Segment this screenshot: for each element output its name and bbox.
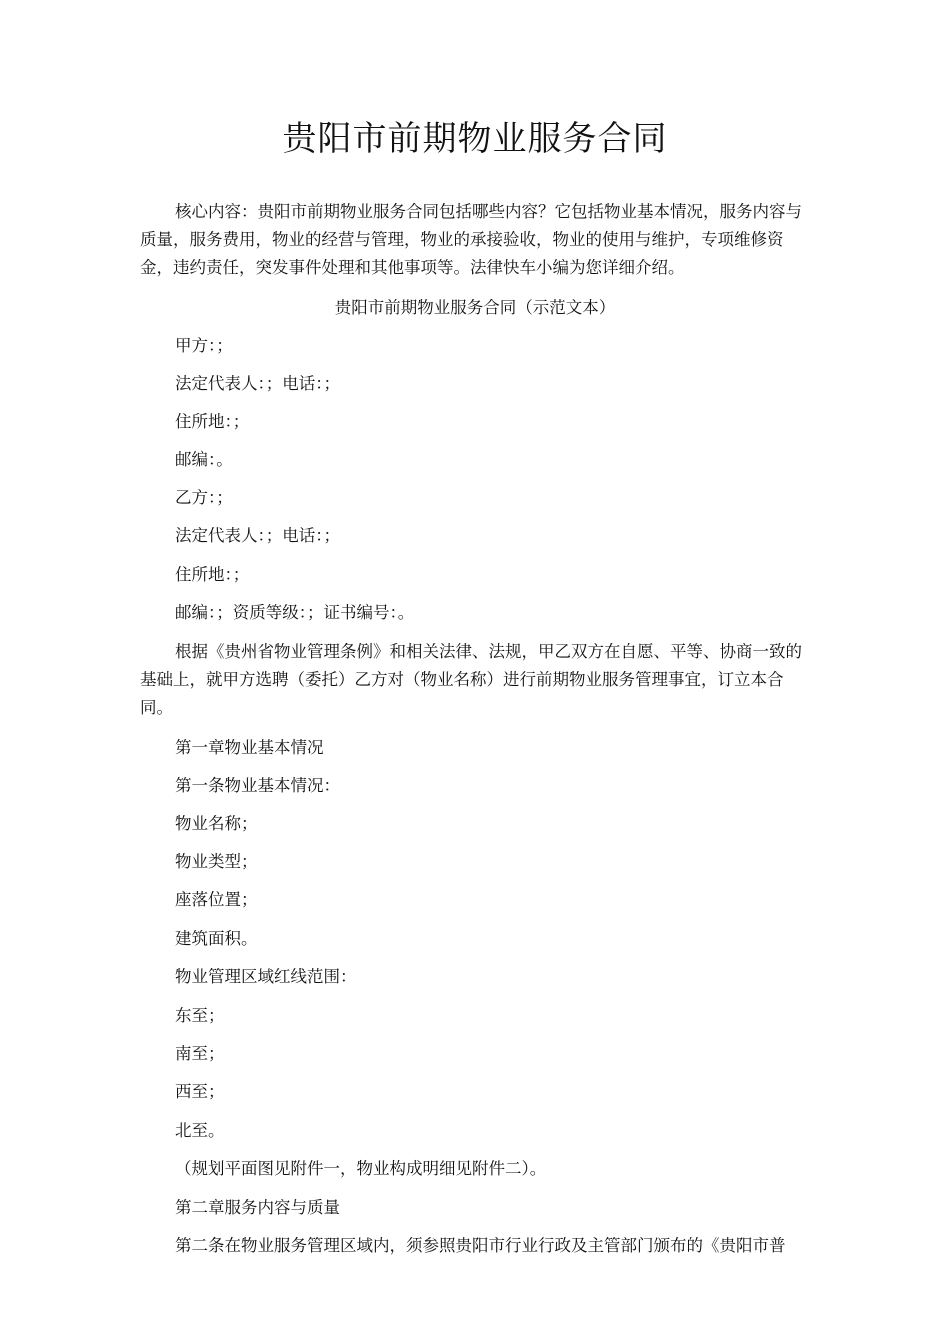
preamble-paragraph: 根据《贵州省物业管理条例》和相关法律、法规，甲乙双方在自愿、平等、协商一致的基础上，就甲方选聘（委托）乙方对（物业名称）进行前期物业服务管理事宜，订立本合同。 (140, 642, 802, 717)
property-area-line: 建筑面积。 (175, 929, 258, 948)
boundary-title-line: 物业管理区域红线范围： (175, 967, 357, 986)
article-1-heading: 第一条物业基本情况： (175, 776, 340, 795)
document-title: 贵阳市前期物业服务合同 (282, 119, 668, 159)
chapter-1-heading: 第一章物业基本情况 (175, 738, 324, 757)
property-location-line: 座落位置； (175, 890, 258, 909)
party-a-representative-line: 法定代表人：；电话：； (175, 374, 340, 393)
intro-paragraph: 核心内容：贵阳市前期物业服务合同包括哪些内容？它包括物业基本情况，服务内容与质量，服务费用，物业的经营与管理，物业的承接验收，物业的使用与维护，专项维修资金，违约责任，突发事件处理和其他事项等。法律快车小编为您详细介绍。 (140, 202, 802, 277)
party-a-line: 甲方：； (175, 336, 233, 355)
party-b-postcode-line: 邮编：；资质等级：；证书编号：。 (175, 603, 415, 622)
west-boundary-line: 西至； (175, 1082, 225, 1101)
north-boundary-line: 北至。 (175, 1121, 225, 1140)
east-boundary-line: 东至； (175, 1006, 225, 1025)
party-a-postcode-line: 邮编：。 (175, 450, 233, 469)
south-boundary-line: 南至； (175, 1044, 225, 1063)
attachment-note-line: （规划平面图见附件一，物业构成明细见附件二）。 (175, 1159, 547, 1178)
property-type-line: 物业类型； (175, 852, 258, 871)
article-2-text: 第二条在物业服务管理区域内，须参照贵阳市行业行政及主管部门颁布的《贵阳市普 (175, 1236, 786, 1255)
party-b-line: 乙方：； (175, 488, 233, 507)
property-name-line: 物业名称； (175, 814, 258, 833)
party-a-address-line: 住所地：； (175, 412, 250, 431)
document-subtitle: 贵阳市前期物业服务合同（示范文本） (334, 298, 616, 317)
party-b-representative-line: 法定代表人：；电话：； (175, 526, 340, 545)
party-b-address-line: 住所地：； (175, 565, 250, 584)
chapter-2-heading: 第二章服务内容与质量 (175, 1198, 340, 1217)
